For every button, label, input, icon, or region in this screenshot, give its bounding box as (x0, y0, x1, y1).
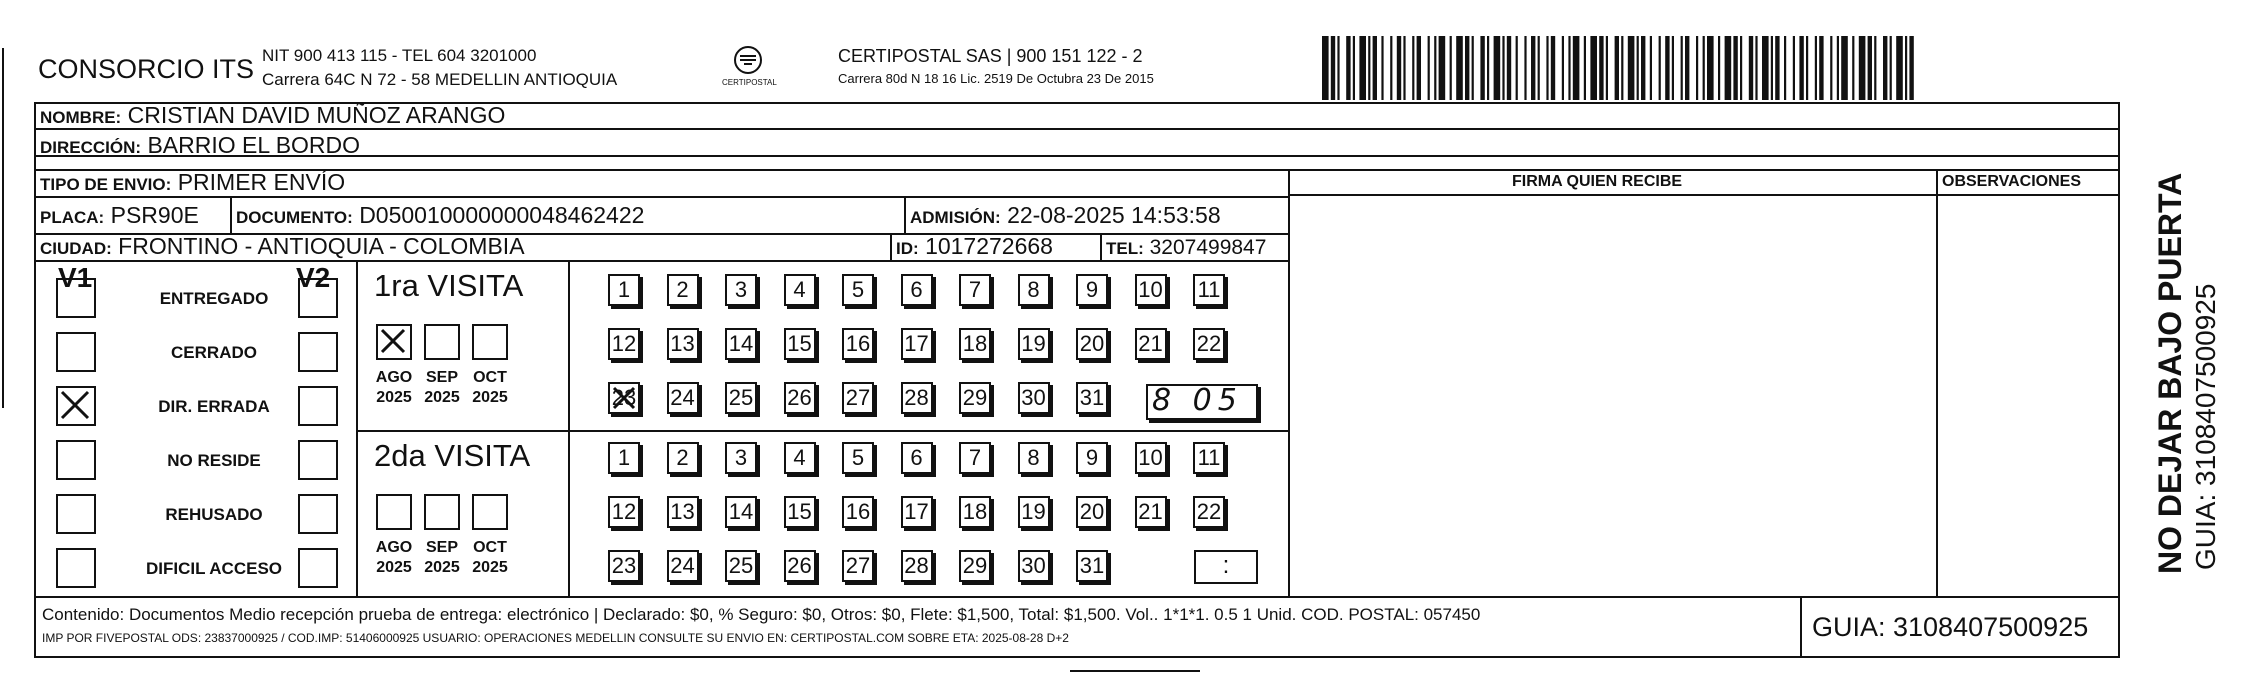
day-box[interactable]: 19 (1018, 328, 1050, 360)
barcode-bar (1852, 36, 1854, 100)
day-box[interactable]: 6 (901, 274, 933, 306)
barcode-bar (1749, 36, 1753, 100)
v2-checkbox[interactable] (298, 386, 338, 426)
barcode-bar (1599, 36, 1603, 100)
direccion-row (40, 134, 360, 157)
v2-checkbox[interactable] (298, 494, 338, 534)
x-mark-icon (378, 326, 410, 358)
day-box[interactable]: 5 (842, 442, 874, 474)
row-line-5 (1288, 194, 2120, 196)
day-box[interactable]: 14 (725, 328, 757, 360)
day-box[interactable]: 9 (1076, 442, 1108, 474)
footer-contenido: Contenido: Documentos Medio recepción prueba de entrega: electrónico | Declarado: $0, % Seguro: $0, Otros: $0, Flete: $1,500, Total: $1,500. Vol.. 1*1*1. 0.5 1 Unid. COD. POSTAL: 057450 (42, 605, 1481, 624)
v1-label: V1 (58, 262, 93, 293)
barcode-bar (1725, 36, 1732, 100)
barcode-bar (1890, 36, 1892, 100)
day-box[interactable]: 23 (608, 382, 640, 414)
row-line-7 (34, 260, 1288, 262)
barcode-bar (1830, 36, 1832, 100)
day-box[interactable]: 3 (725, 274, 757, 306)
barcode-bar (1628, 36, 1635, 100)
firma-left-border (1288, 169, 1290, 596)
day-box[interactable]: 25 (725, 382, 757, 414)
day-box[interactable]: 5 (842, 274, 874, 306)
day-box[interactable]: 28 (901, 550, 933, 582)
day-box[interactable]: 11 (1193, 274, 1225, 306)
day-box[interactable]: 17 (901, 496, 933, 528)
left-edge-mark (2, 48, 10, 408)
barcode-bar (1672, 36, 1674, 100)
v2-checkbox[interactable] (298, 278, 338, 318)
barcode-bar (1359, 36, 1366, 100)
nombre-row (40, 104, 505, 127)
day-box[interactable]: 31 (1076, 550, 1108, 582)
barcode-bar (1337, 36, 1339, 100)
documento-cell (236, 204, 644, 227)
day-box[interactable]: 28 (901, 382, 933, 414)
barcode-bar (1524, 36, 1526, 100)
barcode-bar (1456, 36, 1463, 100)
day-box[interactable]: 1 (608, 442, 640, 474)
id-divider (890, 233, 892, 260)
day-box[interactable]: 16 (842, 496, 874, 528)
admision-divider (904, 196, 906, 233)
day-box[interactable]: 2 (667, 274, 699, 306)
x-mark-icon (58, 388, 94, 424)
day-box[interactable]: 21 (1135, 328, 1167, 360)
barcode-bar (1434, 36, 1436, 100)
month-name: AGO (375, 369, 413, 386)
barcode-bar (1793, 36, 1795, 100)
barcode-bar (1507, 36, 1511, 100)
barcode-bar (1718, 36, 1720, 100)
barcode-bar (1606, 36, 1608, 100)
visit1-time-box (1146, 384, 1258, 420)
month-name: SEP (425, 369, 459, 386)
row-line-3 (34, 169, 2120, 171)
day-box[interactable]: 25 (725, 550, 757, 582)
barcode-bar (1868, 36, 1872, 100)
month-checkbox[interactable] (424, 324, 460, 360)
day-box[interactable]: 26 (784, 550, 816, 582)
barcode-bar (1806, 36, 1808, 100)
barcode-bar (1650, 36, 1652, 100)
day-box[interactable]: 31 (1076, 382, 1108, 414)
day-box[interactable]: 22 (1193, 496, 1225, 528)
status-label: REHUSADO (165, 505, 263, 524)
barcode-bar (1573, 36, 1580, 100)
day-box[interactable]: 23 (608, 550, 640, 582)
barcode-bar (1368, 36, 1370, 100)
tel-label: TEL: (1106, 239, 1144, 258)
barcode-bar (1472, 36, 1474, 100)
day-box[interactable]: 7 (959, 274, 991, 306)
id-cell (896, 235, 1053, 258)
barcode-bar (1874, 36, 1876, 100)
day-box[interactable]: 8 (1018, 442, 1050, 474)
v1-checkbox[interactable] (56, 278, 96, 318)
nombre-label: NOMBRE: (40, 108, 122, 127)
tipo-value: PRIMER ENVÍO (177, 169, 346, 195)
ciudad-cell (40, 235, 525, 258)
barcode-bar (1381, 36, 1383, 100)
barcode-bar (1480, 36, 1484, 100)
month-year: 2025 (424, 389, 460, 406)
barcode-bar (1439, 36, 1446, 100)
month-name: OCT (473, 539, 507, 556)
day-box[interactable]: 18 (959, 328, 991, 360)
day-box[interactable]: 8 (1018, 274, 1050, 306)
barcode-bar (1502, 36, 1504, 100)
day-box[interactable]: 19 (1018, 496, 1050, 528)
barcode-bar (1641, 36, 1645, 100)
v1-checkbox[interactable] (56, 440, 96, 480)
barcode-bar (1775, 36, 1779, 100)
v1-checkbox[interactable] (56, 386, 96, 426)
day-box[interactable]: 12 (608, 328, 640, 360)
day-box[interactable]: 29 (959, 550, 991, 582)
footer-line (34, 596, 2120, 598)
footer-imp: IMP POR FIVEPOSTAL ODS: 23837000925 / COD.IMP: 51406000925 USUARIO: OPERACIONES MEDELLIN CONSULTE SU ENVIO EN: CERTIPOSTAL.COM SOBRE ETA: 2025-08-28 D+2 (42, 631, 1069, 645)
day-box[interactable]: 4 (784, 442, 816, 474)
month-checkbox[interactable] (376, 324, 412, 360)
day-box[interactable]: 18 (959, 496, 991, 528)
nombre-value: CRISTIAN DAVID MUÑOZ ARANGO (127, 102, 506, 128)
day-box[interactable]: 26 (784, 382, 816, 414)
footer-guia: GUIA: 3108407500925 (1812, 612, 2089, 642)
logo-text: CERTIPOSTAL (722, 78, 777, 87)
barcode-bar (1403, 36, 1405, 100)
day-box[interactable]: 10 (1135, 274, 1167, 306)
row-line-4 (34, 196, 1288, 198)
day-box[interactable]: 1 (608, 274, 640, 306)
status-label: DIR. ERRADA (158, 397, 270, 416)
barcode-bar (1896, 36, 1903, 100)
v2-checkbox[interactable] (298, 440, 338, 480)
visit2-time-box (1194, 550, 1258, 584)
certipostal-title: CERTIPOSTAL SAS | 900 151 122 - 2 (838, 46, 1143, 66)
day-box[interactable]: 20 (1076, 496, 1108, 528)
v2-label: V2 (296, 262, 331, 293)
row-line-1 (34, 128, 2120, 130)
side-guia: GUIA: 3108407500925 (2190, 283, 2221, 570)
barcode-bar (1685, 36, 1689, 100)
documento-label: DOCUMENTO: (236, 208, 353, 227)
barcode-bar (1883, 36, 1887, 100)
day-box[interactable]: 24 (667, 550, 699, 582)
month-checkbox[interactable] (424, 494, 460, 530)
address-line: Carrera 64C N 72 - 58 MEDELLIN ANTIOQUIA (262, 70, 618, 89)
certipostal-logo (718, 42, 778, 92)
barcode-bar (1740, 36, 1742, 100)
barcode-bar (1562, 36, 1564, 100)
barcode-bar (1637, 36, 1639, 100)
day-box[interactable]: 14 (725, 496, 757, 528)
month-year: 2025 (376, 389, 412, 406)
barcode-bar (1707, 36, 1714, 100)
barcode-bar (1568, 36, 1570, 100)
tel-divider (1100, 233, 1102, 260)
day-box[interactable]: 17 (901, 328, 933, 360)
nit-line: NIT 900 413 115 - TEL 604 3201000 (262, 46, 537, 65)
day-box[interactable]: 30 (1018, 382, 1050, 414)
day-box[interactable]: 27 (842, 550, 874, 582)
day-box[interactable]: 12 (608, 496, 640, 528)
v1-checkbox[interactable] (56, 494, 96, 534)
barcode-bar (1659, 36, 1661, 100)
barcode-bar (1771, 36, 1773, 100)
month-checkbox[interactable] (376, 494, 412, 530)
day-box[interactable]: 13 (667, 328, 699, 360)
barcode-bar (1417, 36, 1421, 100)
observaciones-label: OBSERVACIONES (1942, 173, 2081, 190)
day-box[interactable]: 4 (784, 274, 816, 306)
barcode-bar (1465, 36, 1469, 100)
placa-cell (40, 204, 199, 227)
day-box[interactable]: 15 (784, 328, 816, 360)
barcode-bar (1353, 36, 1355, 100)
barcode-bar (1322, 36, 1329, 100)
barcode-bar (1762, 36, 1769, 100)
barcode-bar (1696, 36, 1698, 100)
visit2-title: 2da VISITA (374, 438, 531, 473)
barcode-bar (1615, 36, 1619, 100)
v1-checkbox[interactable] (56, 332, 96, 372)
day-box[interactable]: 3 (725, 442, 757, 474)
direccion-label: DIRECCIÓN: (40, 138, 142, 157)
month-name: OCT (473, 369, 507, 386)
obs-left-border (1936, 169, 1938, 596)
barcode-bar (1373, 36, 1377, 100)
bottom-mark (1070, 670, 1200, 672)
day-box[interactable]: 9 (1076, 274, 1108, 306)
barcode-bar (1584, 36, 1586, 100)
day-box[interactable]: 16 (842, 328, 874, 360)
barcode-bar (1665, 36, 1669, 100)
month-name: AGO (375, 539, 413, 556)
barcode-bar (1909, 36, 1913, 100)
barcode-bar (1331, 36, 1335, 100)
firma-label: FIRMA QUIEN RECIBE (1512, 173, 1683, 190)
status-label: CERRADO (171, 343, 257, 362)
admision-cell (910, 204, 1221, 227)
barcode-bar (1412, 36, 1414, 100)
day-box[interactable]: 10 (1135, 442, 1167, 474)
barcode-bar (1346, 36, 1350, 100)
barcode-bar (1841, 36, 1848, 100)
day-box[interactable]: 2 (667, 442, 699, 474)
id-value: 1017272668 (925, 233, 1053, 259)
barcode-bar (1428, 36, 1430, 100)
day-box[interactable]: 15 (784, 496, 816, 528)
barcode-bar (1799, 36, 1803, 100)
barcode-bar (1494, 36, 1501, 100)
barcode-bar (1450, 36, 1452, 100)
placa-divider (230, 196, 232, 233)
barcode-bar (1397, 36, 1401, 100)
barcode-bar (1551, 36, 1555, 100)
certipostal-sub: Carrera 80d N 18 16 Lic. 2519 De Octubra 23 De 2015 (838, 71, 1154, 86)
id-label: ID: (896, 239, 919, 258)
barcode-bar (1681, 36, 1683, 100)
day-box[interactable]: 22 (1193, 328, 1225, 360)
barcode-bar (1703, 36, 1705, 100)
v2-checkbox[interactable] (298, 332, 338, 372)
v2-checkbox[interactable] (298, 548, 338, 588)
barcode-bar (1815, 36, 1817, 100)
visit1-time-value: 8 05 (1152, 383, 1243, 418)
v1-checkbox[interactable] (56, 548, 96, 588)
tipo-label: TIPO DE ENVIO: (40, 175, 172, 194)
placa-value: PSR90E (110, 202, 199, 228)
visit1-title: 1ra VISITA (374, 268, 524, 303)
barcode-bar (1859, 36, 1866, 100)
month-year: 2025 (376, 559, 412, 576)
day-box[interactable]: 13 (667, 496, 699, 528)
tel-cell (1106, 237, 1266, 258)
month-year: 2025 (472, 559, 508, 576)
barcode-bar (1621, 36, 1623, 100)
barcode-bar (1590, 36, 1597, 100)
direccion-value: BARRIO EL BORDO (147, 132, 361, 158)
status-label: DIFICIL ACCESO (145, 559, 283, 578)
ciudad-value: FRONTINO - ANTIOQUIA - COLOMBIA (118, 233, 525, 259)
barcode-bar (1755, 36, 1757, 100)
visit2-time-value: : (1222, 552, 1230, 579)
month-checkbox[interactable] (472, 324, 508, 360)
month-checkbox[interactable] (472, 494, 508, 530)
month-year: 2025 (424, 559, 460, 576)
side-no-dejar: NO DEJAR BAJO PUERTA (2152, 172, 2188, 574)
day-box[interactable]: 21 (1135, 496, 1167, 528)
month-name: SEP (425, 539, 459, 556)
barcode-bar (1390, 36, 1392, 100)
day-box[interactable]: 20 (1076, 328, 1108, 360)
barcode-bar (1546, 36, 1548, 100)
guia-divider (1800, 596, 1802, 658)
barcode-bar (1733, 36, 1737, 100)
barcode-bar (1516, 36, 1518, 100)
barcode-bar (1487, 36, 1489, 100)
month-year: 2025 (472, 389, 508, 406)
admision-value: 22-08-2025 14:53:58 (1007, 202, 1221, 228)
tel-value: 3207499847 (1149, 236, 1267, 259)
barcode-bar (1784, 36, 1786, 100)
barcode-bar (1819, 36, 1823, 100)
month-divider (568, 260, 570, 596)
barcode-bar (1837, 36, 1839, 100)
day-box[interactable]: 29 (959, 382, 991, 414)
status-label: NO RESIDE (167, 451, 261, 470)
placa-label: PLACA: (40, 208, 105, 227)
x-mark-icon (610, 384, 640, 414)
day-box[interactable]: 11 (1193, 442, 1225, 474)
barcode-bar (1531, 36, 1535, 100)
status-divider (356, 260, 358, 596)
admision-label: ADMISIÓN: (910, 208, 1001, 227)
day-box[interactable]: 6 (901, 442, 933, 474)
company-name: CONSORCIO ITS (38, 54, 255, 84)
barcode-bar (1538, 36, 1540, 100)
day-box[interactable]: 27 (842, 382, 874, 414)
day-box[interactable]: 30 (1018, 550, 1050, 582)
barcode-bar (1905, 36, 1907, 100)
documento-value: D050010000000048462422 (359, 202, 645, 228)
day-box[interactable]: 7 (959, 442, 991, 474)
status-label: ENTREGADO (159, 289, 269, 308)
barcode (1322, 36, 1914, 100)
day-box[interactable]: 24 (667, 382, 699, 414)
tipo-row (40, 171, 345, 194)
ciudad-label: CIUDAD: (40, 239, 112, 258)
visit-divider (356, 430, 1288, 432)
